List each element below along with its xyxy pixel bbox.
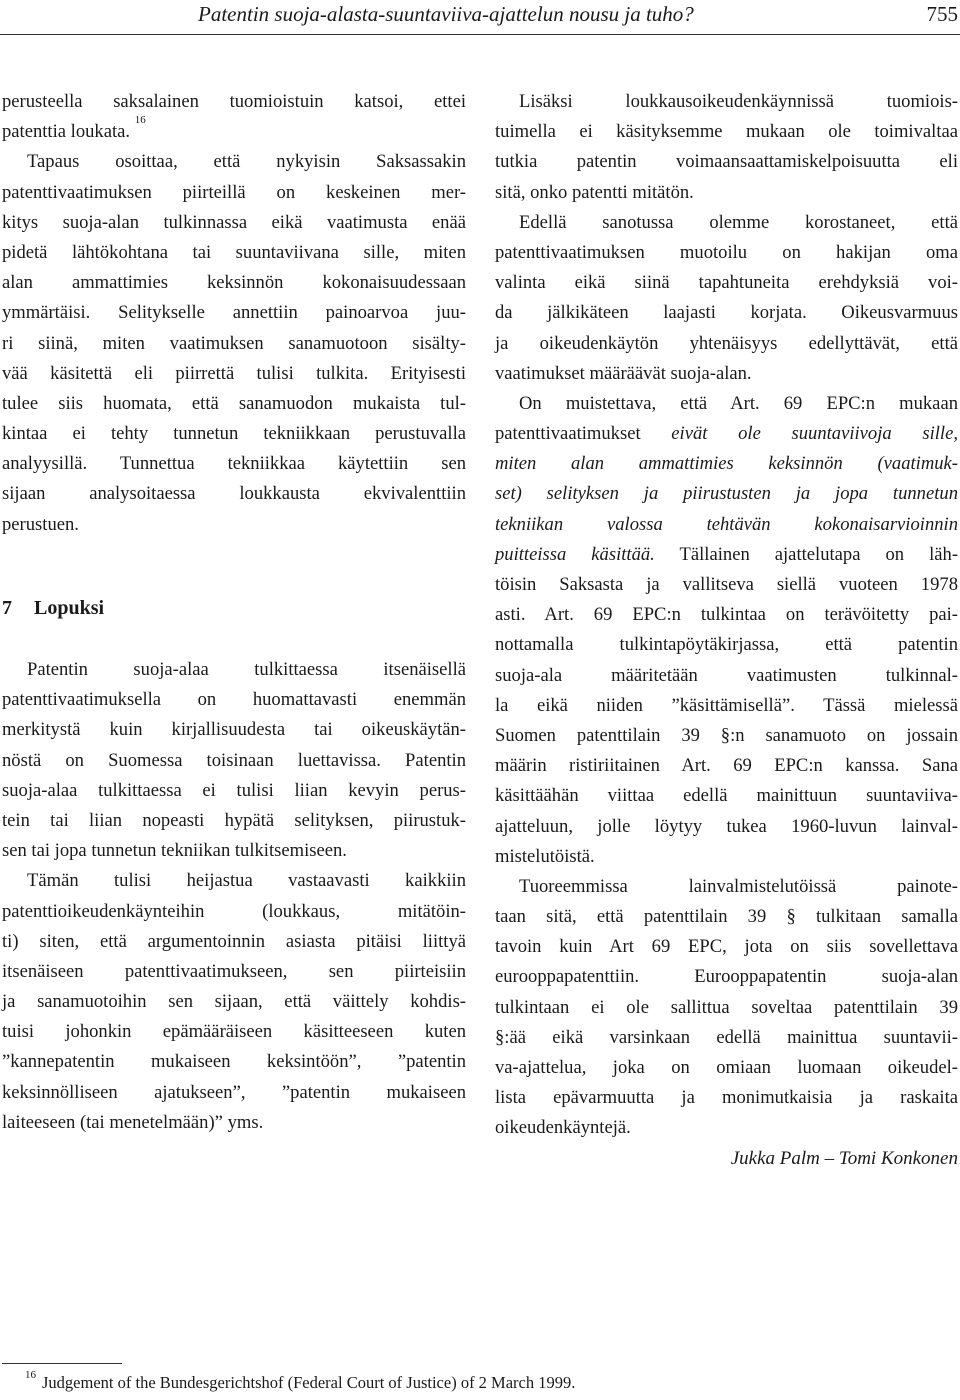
text-line: ja sanamuotoihin sen sijaan, että väittely kohdis- — [2, 991, 466, 1013]
text-line: Tämän tulisi heijastua vastaavasti kaikkiin — [27, 870, 466, 892]
text-line: pidetä lähtökohtana tai suuntaviivana sille, miten — [2, 241, 466, 263]
text-line: merkitystä kuin kirjallisuudesta tai oikeuskäytän- — [2, 719, 466, 741]
text-line: va-ajattelua, joka on omiaan luomaan oikeudel- — [495, 1057, 958, 1078]
text-line: ri siinä, miten vaatimuksen sanamuotoon sisälty- — [2, 332, 466, 354]
text-line: tulee siis huomata, että sanamuodon mukaista tul- — [2, 392, 466, 414]
text-line: vää käsitettä eli piirrettä tulisi tulkita. Erityisesti — [2, 362, 466, 384]
text-line: asti. Art. 69 EPC:n tulkintaa on terävöitetty pai- — [495, 604, 958, 626]
text-line: nöstä on Suomessa toisinaan luettavissa. Patentin — [2, 749, 466, 771]
text-line: la eikä niiden ”käsittämisellä”. Tässä mielessä — [495, 694, 958, 716]
text-line: tuimella ei käsityksemme mukaan ole toimivaltaa — [495, 121, 958, 143]
footnote-number: 16 — [25, 1369, 36, 1381]
text-line: miten alan ammattimies keksinnön (vaatimuk- — [495, 453, 958, 475]
text-line: On muistettava, että Art. 69 EPC:n mukaan — [519, 392, 958, 414]
text-line: kitys suoja-alan tulkinnassa eikä vaatimusta enää — [2, 211, 466, 233]
text-line: perusteella saksalainen tuomioistuin katsoi, ettei — [2, 91, 466, 112]
text-line: suoja-ala määritetään vaatimusten tulkinnal- — [495, 664, 958, 686]
footnote — [25, 1369, 576, 1393]
text-line: eurooppapatenttiin. Eurooppapatentin suoja-alan — [495, 966, 958, 988]
text-line: analyysillä. Tunnettua tekniikkaa käytettiin sen — [2, 453, 466, 475]
right-column — [495, 87, 958, 1144]
text-line: sijaan analysoitaessa loukkausta ekvivalenttiin — [2, 483, 466, 505]
text-line: puitteissa käsittää. Tällainen ajattelutapa on läh- — [495, 543, 959, 565]
text-line: Tapaus osoittaa, että nykyisin Saksassakin — [27, 151, 466, 173]
text-line: alan ammattimies keksinnön kokonaisuudessaan — [2, 272, 466, 294]
footnote-divider — [2, 1363, 122, 1364]
text-line: set) selityksen ja piirustusten ja jopa tunnetun — [495, 483, 958, 505]
text-line: määrin ristiriitainen Art. 69 EPC:n kanssa. Sana — [495, 755, 958, 777]
text-line: Tuoreemmissa lainvalmistelutöissä painote- — [519, 875, 958, 897]
left-column-continued — [2, 655, 466, 1138]
text-line: laiteeseen (tai menetelmään)” yms. — [2, 1111, 264, 1133]
text-line: Suomen patenttilain 39 §:n sanamuoto on jossain — [495, 724, 958, 746]
text-line: sen tai jopa tunnetun tekniikan tulkitsemiseen. — [2, 840, 347, 862]
text-line: patenttivaatimuksella on huomattavasti enemmän — [2, 689, 466, 711]
section-title: Lopuksi — [34, 597, 105, 619]
text-line: perustuen. — [2, 513, 79, 535]
header-divider — [0, 34, 960, 35]
running-header — [0, 0, 960, 34]
text-line: Lisäksi loukkausoikeudenkäynnissä tuomiois- — [519, 91, 958, 112]
text-line: patenttioikeudenkäynteihin (loukkaus, mitätöin- — [2, 900, 466, 922]
text-line: tuisi johonkin epämääräiseen käsitteeseen kuten — [2, 1021, 466, 1043]
text-line: ajatteluun, jolle löytyy tukea 1960-luvun lainval- — [495, 815, 958, 837]
text-line: taan sitä, että patenttilain 39 § tulkitaan samalla — [495, 906, 958, 928]
text-line: töisin Saksasta ja vallitseva siellä vuoteen 1978 — [495, 574, 958, 595]
footnote-ref[interactable]: 16 — [134, 114, 146, 127]
text-line: valinta eikä siinä tapahtuneita erehdyksiä voi- — [495, 272, 958, 294]
text-line: käsittäähän viittaa edellä mainittuun suuntaviiva- — [495, 785, 958, 807]
author-signature: Jukka Palm – Tomi Konkonen — [730, 1148, 958, 1169]
text-line: da jälkikäteen laajasti korjata. Oikeusvarmuus — [495, 302, 958, 324]
text-line: Patentin suoja-alaa tulkittaessa itsenäisellä — [27, 659, 466, 680]
text-line: tulkintaan ei ole sallittua soveltaa patenttilain 39 — [495, 996, 958, 1018]
text-line: kintaa ei tehty tunnetun tekniikkaan perustuvalla — [2, 423, 466, 445]
text-line: sitä, onko patentti mitätön. — [495, 181, 694, 203]
section-number: 7 — [2, 597, 12, 619]
text-line: ymmärtäisi. Selitykselle annettiin painoarvoa juu- — [2, 302, 466, 324]
text-line: patenttivaatimukset eivät ole suuntaviivoja sille, — [495, 423, 958, 445]
running-title: Patentin suoja-alasta-suuntaviiva-ajattelun nousu ja tuho? — [198, 2, 694, 26]
text-line: ti) siten, että argumentoinnin asiasta pitäisi liittyä — [2, 930, 466, 952]
text-line: mistelutöistä. — [495, 845, 595, 867]
text-line: patenttia loukata. $^{16}$ — [2, 114, 146, 143]
footnote-text: Judgement of the Bundesgerichtshof (Federal Court of Justice) of 2 March 1999. — [42, 1373, 576, 1392]
text-line: ”kannepatentin mukaiseen keksintöön”, ”patentin — [2, 1051, 466, 1073]
section-heading — [2, 597, 104, 620]
text-line: lista epävarmuutta ja monimutkaisia ja raskaita — [495, 1087, 958, 1109]
text-line: tekniikan valossa tehtävän kokonaisarvioinnin — [495, 513, 958, 535]
text-line: tavoin kuin Art 69 EPC, jota on siis sovellettava — [495, 936, 958, 958]
text-line: tutkia patentin voimaansaattamiskelpoisuutta eli — [495, 151, 958, 173]
text-line: Edellä sanotussa olemme korostaneet, että — [519, 211, 958, 233]
text-line: tein tai liian nopeasti hypätä selityksen, piirustuk- — [2, 809, 466, 831]
page-number: 755 — [926, 2, 958, 26]
text-line: vaatimukset määräävät suoja-alan. — [495, 362, 752, 384]
text-line: ja oikeudenkäytön yhtenäisyys edellyttävät, että — [495, 332, 958, 354]
text-line: §:ää eikä varsinkaan edellä mainittua suuntavii- — [495, 1026, 958, 1048]
text-line: oikeudenkäyntejä. — [495, 1117, 631, 1139]
text-line: suoja-alaa tulkittaessa ei tulisi liian kevyin perus- — [2, 779, 466, 801]
text-line: keksinnölliseen ajatukseen”, ”patentin mukaiseen — [2, 1081, 466, 1103]
text-line: patenttivaatimuksen piirteillä on keskeinen mer- — [2, 181, 466, 203]
text-line: itsenäiseen patenttivaatimukseen, sen piirteisiin — [2, 960, 466, 982]
left-column — [2, 87, 466, 540]
text-line: patenttivaatimuksen muotoilu on hakijan oma — [495, 241, 958, 263]
text-line: nottamalla tulkintapöytäkirjassa, että patentin — [495, 634, 958, 656]
